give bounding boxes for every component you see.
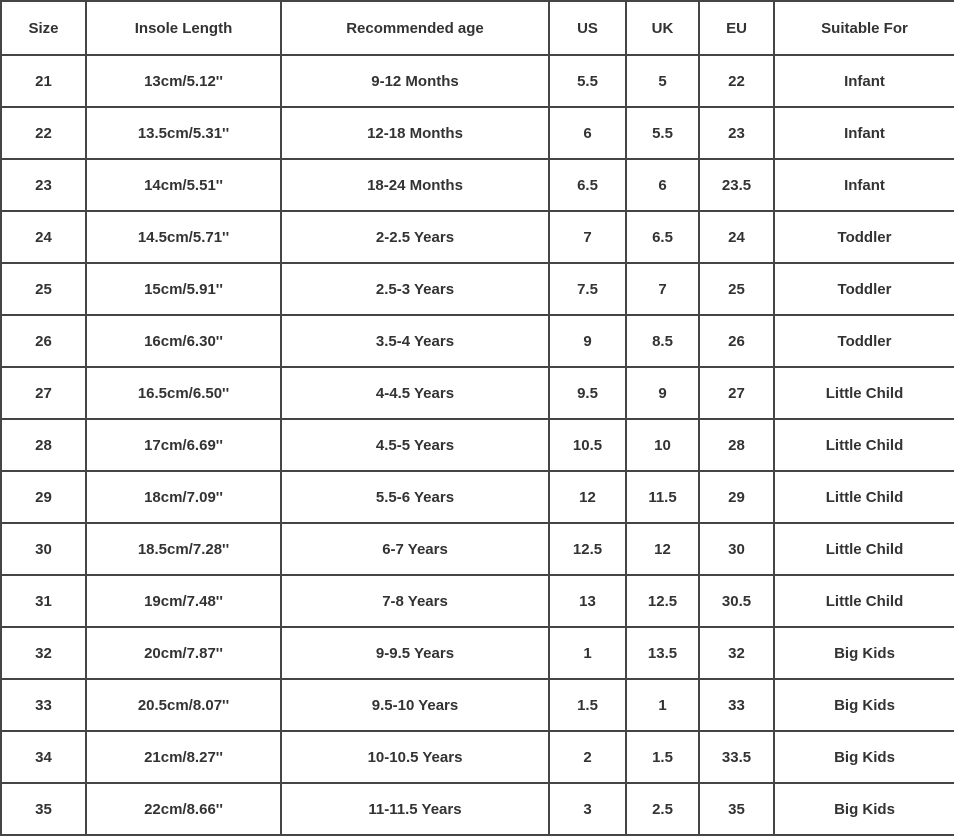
cell-eu: 33	[699, 679, 774, 731]
cell-insole-length: 15cm/5.91''	[86, 263, 281, 315]
cell-suitable-for: Big Kids	[774, 679, 954, 731]
cell-uk: 6.5	[626, 211, 699, 263]
cell-suitable-for: Big Kids	[774, 731, 954, 783]
cell-size: 21	[1, 55, 86, 107]
cell-recommended-age: 11-11.5 Years	[281, 783, 549, 835]
cell-eu: 23.5	[699, 159, 774, 211]
cell-size: 22	[1, 107, 86, 159]
cell-size: 31	[1, 575, 86, 627]
cell-recommended-age: 2-2.5 Years	[281, 211, 549, 263]
cell-uk: 12.5	[626, 575, 699, 627]
cell-recommended-age: 9-12 Months	[281, 55, 549, 107]
table-row	[1, 315, 954, 367]
cell-eu: 22	[699, 55, 774, 107]
cell-insole-length: 14cm/5.51''	[86, 159, 281, 211]
cell-eu: 27	[699, 367, 774, 419]
cell-insole-length: 18cm/7.09''	[86, 471, 281, 523]
cell-size: 35	[1, 783, 86, 835]
cell-eu: 28	[699, 419, 774, 471]
cell-recommended-age: 9-9.5 Years	[281, 627, 549, 679]
cell-us: 6.5	[549, 159, 626, 211]
cell-insole-length: 13cm/5.12''	[86, 55, 281, 107]
cell-size: 23	[1, 159, 86, 211]
cell-eu: 23	[699, 107, 774, 159]
cell-size: 32	[1, 627, 86, 679]
cell-us: 1.5	[549, 679, 626, 731]
table-row	[1, 731, 954, 783]
cell-uk: 9	[626, 367, 699, 419]
cell-suitable-for: Little Child	[774, 523, 954, 575]
cell-recommended-age: 2.5-3 Years	[281, 263, 549, 315]
cell-uk: 11.5	[626, 471, 699, 523]
cell-recommended-age: 9.5-10 Years	[281, 679, 549, 731]
table-row	[1, 783, 954, 835]
header-cell-us: US	[549, 1, 626, 55]
header-cell-suitable-for: Suitable For	[774, 1, 954, 55]
header-cell-recommended-age: Recommended age	[281, 1, 549, 55]
cell-uk: 5.5	[626, 107, 699, 159]
cell-recommended-age: 7-8 Years	[281, 575, 549, 627]
cell-insole-length: 20cm/7.87''	[86, 627, 281, 679]
table-row	[1, 419, 954, 471]
cell-recommended-age: 4-4.5 Years	[281, 367, 549, 419]
cell-insole-length: 14.5cm/5.71''	[86, 211, 281, 263]
cell-us: 7	[549, 211, 626, 263]
cell-size: 29	[1, 471, 86, 523]
table-row	[1, 627, 954, 679]
cell-eu: 24	[699, 211, 774, 263]
cell-recommended-age: 3.5-4 Years	[281, 315, 549, 367]
header-cell-insole-length: Insole Length	[86, 1, 281, 55]
cell-size: 27	[1, 367, 86, 419]
cell-insole-length: 22cm/8.66''	[86, 783, 281, 835]
cell-insole-length: 16cm/6.30''	[86, 315, 281, 367]
table-row	[1, 55, 954, 107]
cell-us: 1	[549, 627, 626, 679]
cell-suitable-for: Little Child	[774, 367, 954, 419]
cell-suitable-for: Little Child	[774, 575, 954, 627]
table-row	[1, 211, 954, 263]
table-row	[1, 575, 954, 627]
cell-uk: 10	[626, 419, 699, 471]
cell-suitable-for: Big Kids	[774, 783, 954, 835]
header-row	[1, 1, 954, 55]
cell-uk: 12	[626, 523, 699, 575]
cell-recommended-age: 6-7 Years	[281, 523, 549, 575]
cell-insole-length: 13.5cm/5.31''	[86, 107, 281, 159]
cell-size: 26	[1, 315, 86, 367]
cell-size: 33	[1, 679, 86, 731]
cell-eu: 29	[699, 471, 774, 523]
cell-us: 5.5	[549, 55, 626, 107]
cell-uk: 1.5	[626, 731, 699, 783]
cell-suitable-for: Toddler	[774, 315, 954, 367]
cell-size: 24	[1, 211, 86, 263]
cell-recommended-age: 10-10.5 Years	[281, 731, 549, 783]
cell-us: 10.5	[549, 419, 626, 471]
table-row	[1, 523, 954, 575]
header-cell-uk: UK	[626, 1, 699, 55]
table-row	[1, 263, 954, 315]
cell-eu: 26	[699, 315, 774, 367]
cell-suitable-for: Infant	[774, 159, 954, 211]
cell-uk: 5	[626, 55, 699, 107]
cell-uk: 6	[626, 159, 699, 211]
cell-suitable-for: Infant	[774, 107, 954, 159]
header-cell-eu: EU	[699, 1, 774, 55]
cell-insole-length: 21cm/8.27''	[86, 731, 281, 783]
cell-size: 25	[1, 263, 86, 315]
cell-insole-length: 20.5cm/8.07''	[86, 679, 281, 731]
cell-us: 13	[549, 575, 626, 627]
cell-us: 6	[549, 107, 626, 159]
cell-insole-length: 16.5cm/6.50''	[86, 367, 281, 419]
cell-suitable-for: Little Child	[774, 471, 954, 523]
cell-us: 9	[549, 315, 626, 367]
cell-insole-length: 17cm/6.69''	[86, 419, 281, 471]
cell-suitable-for: Toddler	[774, 263, 954, 315]
cell-uk: 1	[626, 679, 699, 731]
cell-us: 9.5	[549, 367, 626, 419]
table-row	[1, 159, 954, 211]
cell-us: 2	[549, 731, 626, 783]
cell-recommended-age: 12-18 Months	[281, 107, 549, 159]
cell-recommended-age: 18-24 Months	[281, 159, 549, 211]
cell-suitable-for: Big Kids	[774, 627, 954, 679]
cell-eu: 35	[699, 783, 774, 835]
cell-uk: 8.5	[626, 315, 699, 367]
cell-size: 34	[1, 731, 86, 783]
cell-us: 7.5	[549, 263, 626, 315]
cell-suitable-for: Toddler	[774, 211, 954, 263]
table-body	[1, 55, 954, 835]
cell-recommended-age: 5.5-6 Years	[281, 471, 549, 523]
cell-uk: 13.5	[626, 627, 699, 679]
cell-uk: 7	[626, 263, 699, 315]
cell-eu: 32	[699, 627, 774, 679]
cell-suitable-for: Little Child	[774, 419, 954, 471]
cell-us: 3	[549, 783, 626, 835]
cell-insole-length: 18.5cm/7.28''	[86, 523, 281, 575]
cell-eu: 33.5	[699, 731, 774, 783]
table-row	[1, 367, 954, 419]
cell-size: 30	[1, 523, 86, 575]
header-cell-size: Size	[1, 1, 86, 55]
cell-size: 28	[1, 419, 86, 471]
table-row	[1, 107, 954, 159]
cell-insole-length: 19cm/7.48''	[86, 575, 281, 627]
cell-eu: 25	[699, 263, 774, 315]
table-row	[1, 471, 954, 523]
cell-us: 12	[549, 471, 626, 523]
table-row	[1, 679, 954, 731]
cell-eu: 30.5	[699, 575, 774, 627]
cell-us: 12.5	[549, 523, 626, 575]
cell-uk: 2.5	[626, 783, 699, 835]
cell-recommended-age: 4.5-5 Years	[281, 419, 549, 471]
cell-eu: 30	[699, 523, 774, 575]
cell-suitable-for: Infant	[774, 55, 954, 107]
